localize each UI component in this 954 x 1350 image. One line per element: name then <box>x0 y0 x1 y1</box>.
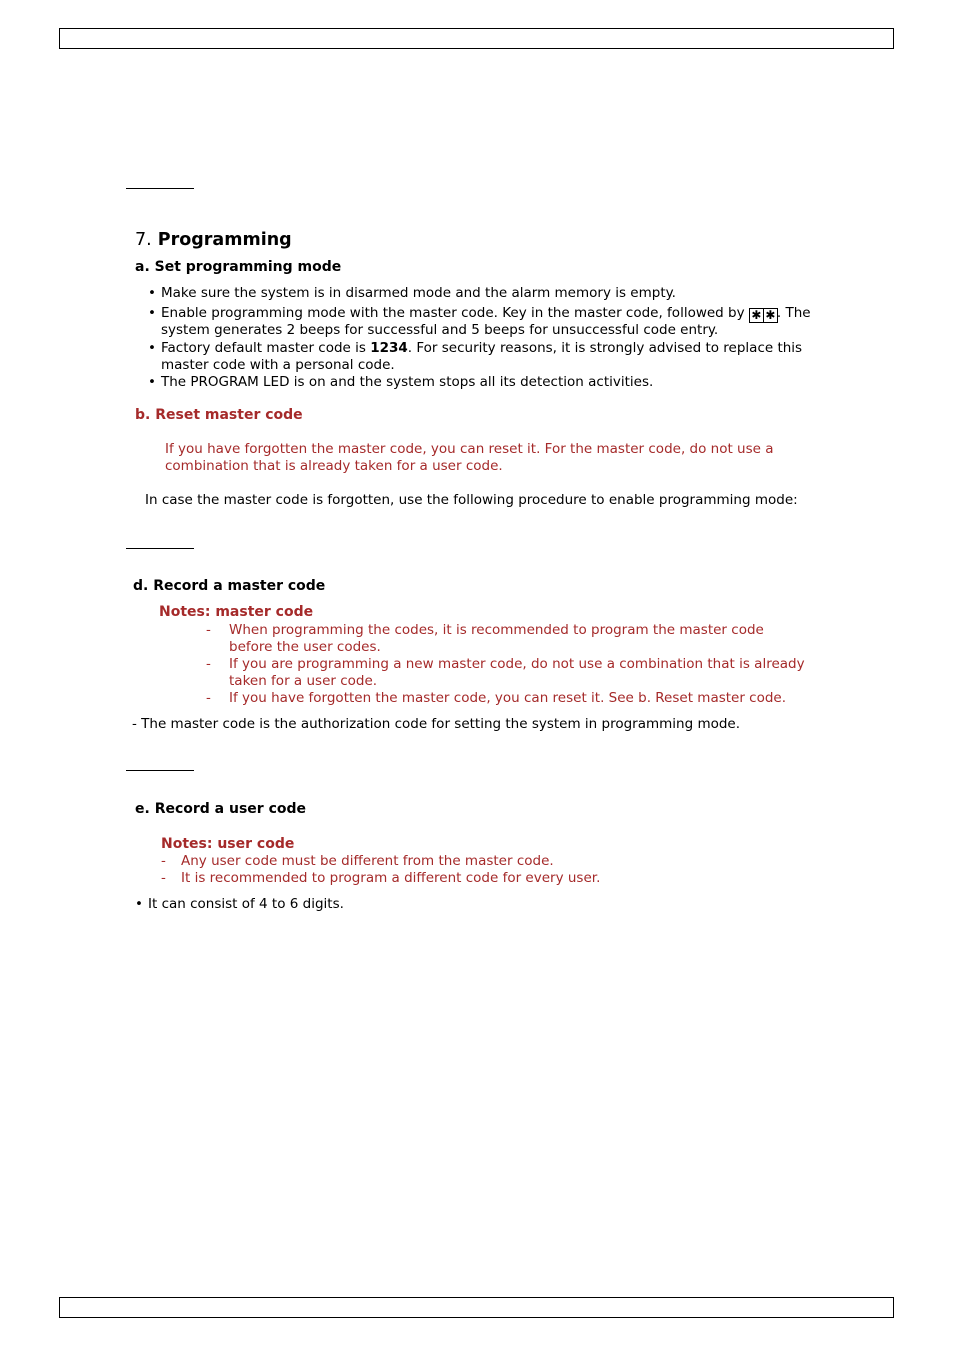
heading-set-programming-mode: a. Set programming mode <box>135 259 342 275</box>
heading-reset-master-code: b. Reset master code <box>135 407 303 423</box>
master-code-statement: - The master code is the authorization code for setting the system in programming mode. <box>132 716 741 732</box>
page-footer-frame <box>59 1297 894 1318</box>
section-heading <box>135 230 292 250</box>
list-item-text: Enable programming mode with the master code. Key in the master code, followed by <box>161 305 749 321</box>
note-dash: - <box>161 853 166 869</box>
note-text: If you have forgotten the master code, you can reset it. For the master code, do not use a <box>165 441 774 457</box>
separator-rule <box>126 548 194 549</box>
note-text: If you have forgotten the master code, you can reset it. See b. Reset master code. <box>229 690 787 706</box>
note-dash: - <box>206 690 211 706</box>
list-item <box>161 340 802 356</box>
list-item-text: . For security reasons, it is strongly advised to replace this <box>407 340 803 356</box>
note-text: Any user code must be different from the master code. <box>181 853 554 869</box>
note-dash: - <box>206 656 211 672</box>
star-key-icon: ✱ <box>763 308 778 323</box>
list-item: • The PROGRAM LED is on and the system stops all its detection activities. <box>161 374 653 390</box>
heading-record-user-code: e. Record a user code <box>135 801 307 817</box>
star-key-icon: ✱ <box>749 308 764 323</box>
separator-rule <box>126 770 194 771</box>
page-header-frame <box>59 28 894 49</box>
section-number: 7. <box>135 230 152 250</box>
note-text: If you are programming a new master code, do not use a combination that is already <box>229 656 805 672</box>
note-text: taken for a user code. <box>229 673 378 689</box>
note-text: It is recommended to program a different code for every user. <box>181 870 601 886</box>
notes-title-user-code: Notes: user code <box>161 836 295 852</box>
list-item-continuation: system generates 2 beeps for successful and 5 beeps for unsuccessful code entry. <box>161 322 719 338</box>
default-master-code: 1234 <box>370 340 408 356</box>
list-item <box>161 305 811 323</box>
list-item-text: . The <box>776 305 811 321</box>
note-dash: - <box>161 870 166 886</box>
list-item: • It can consist of 4 to 6 digits. <box>148 896 344 912</box>
heading-record-master-code: d. Record a master code <box>133 578 326 594</box>
section-title: Programming <box>157 230 292 250</box>
procedure-text: In case the master code is forgotten, use the following procedure to enable programming mode: <box>145 492 798 508</box>
separator-rule-top <box>126 188 194 189</box>
note-dash: - <box>206 622 211 638</box>
notes-title-master-code: Notes: master code <box>159 604 314 620</box>
list-item-continuation: master code with a personal code. <box>161 357 395 373</box>
note-text: When programming the codes, it is recommended to program the master code <box>229 622 764 638</box>
list-item-text: Factory default master code is <box>161 340 371 356</box>
note-text: before the user codes. <box>229 639 381 655</box>
list-item: • Make sure the system is in disarmed mode and the alarm memory is empty. <box>161 285 676 301</box>
note-text: combination that is already taken for a user code. <box>165 458 503 474</box>
